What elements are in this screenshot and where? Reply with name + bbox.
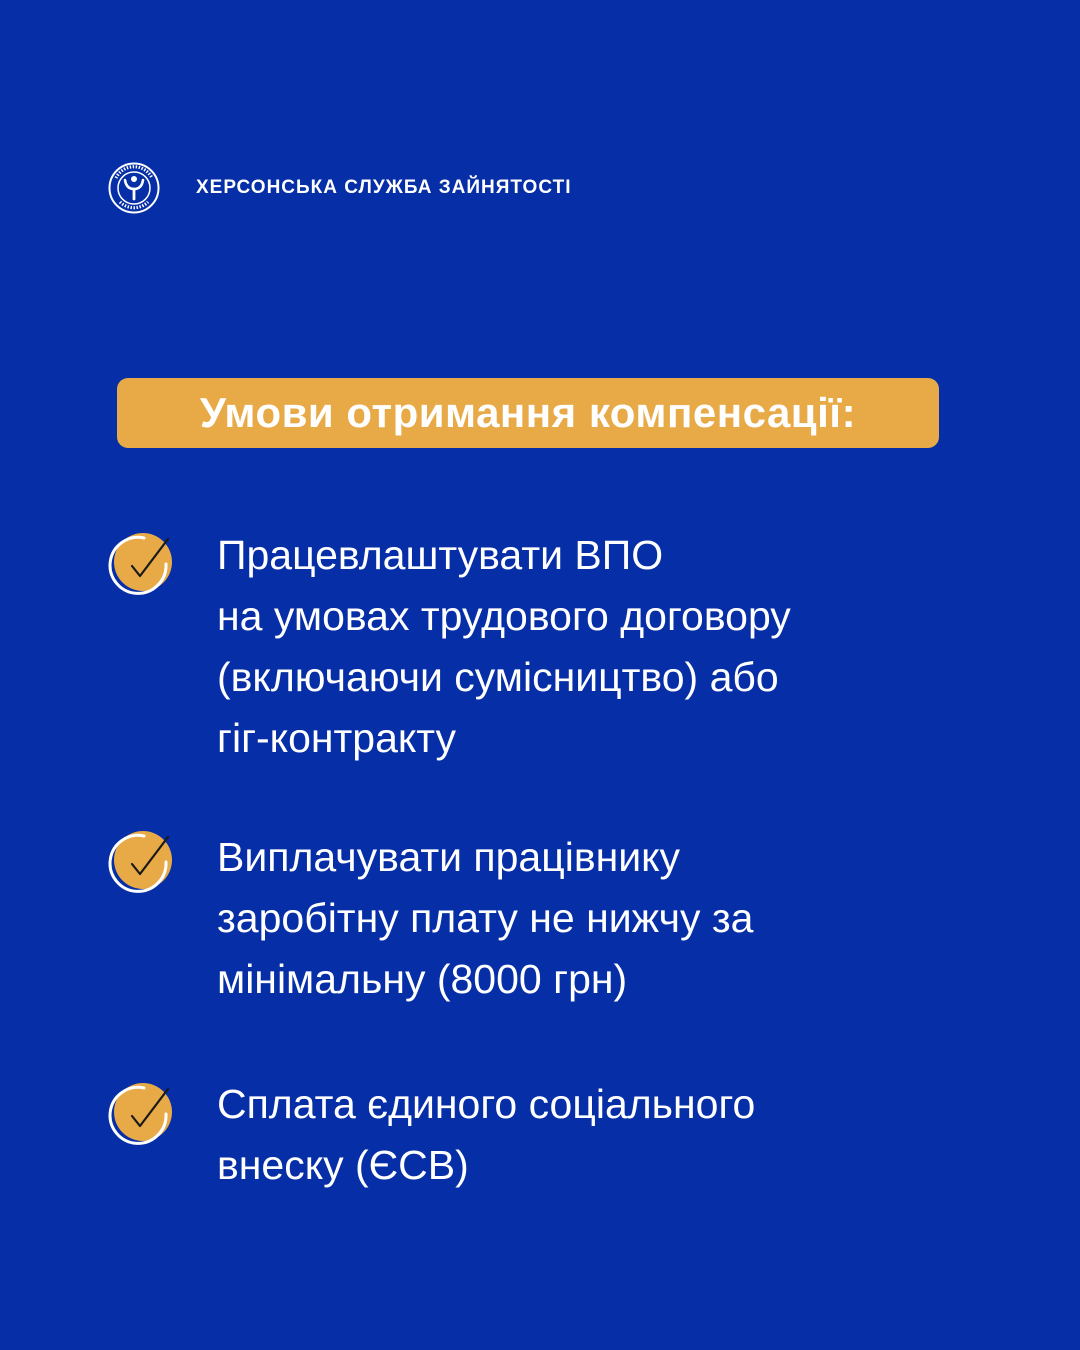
condition-line: (включаючи сумісництво) або (217, 654, 779, 700)
organization-name: ХЕРСОНСЬКА СЛУЖБА ЗАЙНЯТОСТІ (196, 177, 572, 198)
condition-line: заробітну плату не нижчу за (217, 895, 754, 941)
condition-line: Сплата єдиного соціального (217, 1081, 756, 1127)
condition-text (217, 827, 957, 1010)
header (108, 162, 571, 214)
condition-line: Працевлаштувати ВПО (217, 532, 664, 578)
condition-line: гіг-контракту (217, 715, 457, 761)
state-employment-service-logo-icon (108, 162, 160, 214)
page-title: Умови отримання компенсації: (199, 389, 857, 436)
heading-banner (117, 378, 939, 448)
condition-line: внеску (ЄСВ) (217, 1142, 469, 1188)
check-circle-icon (106, 826, 178, 898)
check-circle-icon (106, 528, 178, 600)
condition-line: мінімальну (8000 грн) (217, 956, 628, 1002)
condition-text (217, 525, 957, 769)
condition-line: на умовах трудового договору (217, 593, 791, 639)
condition-text (217, 1074, 957, 1196)
condition-line: Виплачувати працівнику (217, 834, 681, 880)
check-circle-icon (106, 1078, 178, 1150)
